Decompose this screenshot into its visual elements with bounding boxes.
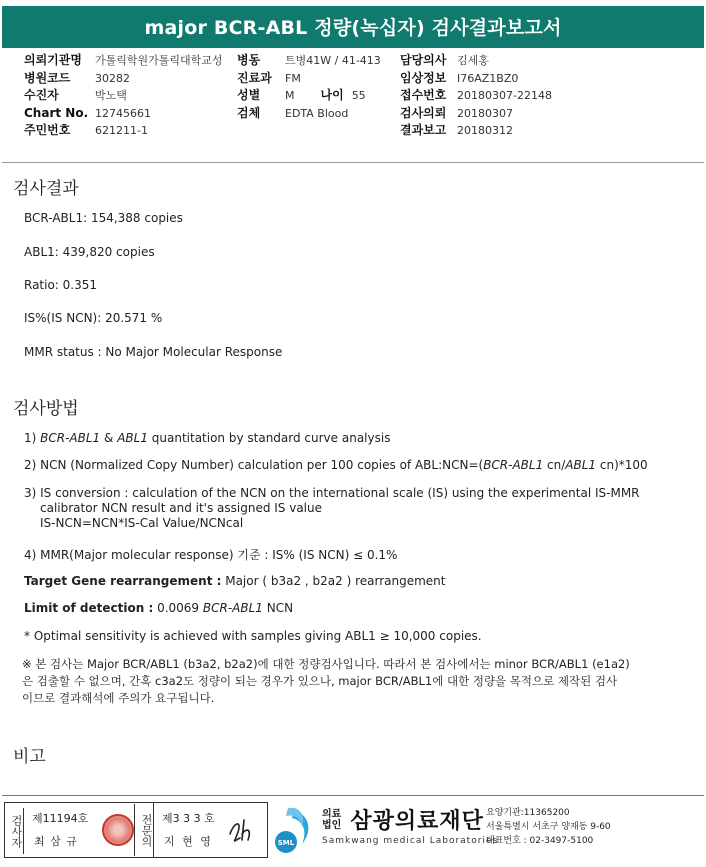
sml-logo-text: SML [277, 839, 295, 847]
ward-label: 병동 [237, 53, 261, 67]
doctor-value: 김세홍 [457, 54, 489, 67]
method-2-text: cn)*100 [596, 458, 648, 472]
request-date-value: 20180307 [457, 106, 513, 120]
report-title: major BCR-ABL 정량(녹십자) 검사결과보고서 [2, 6, 704, 48]
bcr-abl1-copies: BCR-ABL1: 154,388 copies [24, 211, 183, 225]
org-name-en: Samkwang medical Laboratories [322, 836, 499, 846]
doctor-label: 담당의사 [400, 53, 447, 67]
disclaimer-line-3: 이므로 결과해석에 주의가 요구됩니다. [22, 691, 215, 705]
specimen-value: EDTA Blood [285, 106, 349, 120]
hospital-code-label: 병원코드 [24, 70, 71, 85]
patient-info-mid [237, 52, 381, 122]
sex-label: 성별 [237, 88, 261, 102]
report-date-label: 결과보고 [400, 123, 447, 137]
method-1-text: quantitation by standard curve analysis [147, 431, 391, 445]
org-address: 서울특별시 서초구 양재동 9-60 [486, 822, 611, 832]
chart-no-value: 12745661 [95, 106, 151, 120]
org-contact-info [486, 806, 611, 848]
receipt-no-value: 20180307-22148 [457, 89, 552, 102]
method-1-text: 1) [24, 431, 41, 445]
age-value: 55 [351, 89, 366, 102]
method-1 [24, 431, 390, 445]
disclaimer-note [22, 656, 630, 707]
lod-label: Limit of detection : [24, 601, 154, 615]
patient-info-left [24, 52, 223, 140]
resident-no-label: 주민번호 [24, 123, 71, 137]
patient-name-value: 박노택 [95, 89, 127, 102]
header-divider [2, 162, 704, 163]
method-2 [24, 458, 648, 472]
method-3 [24, 486, 640, 531]
method-3-line-3: IS-NCN=NCN*IS-Cal Value/NCNcal [40, 516, 244, 530]
sml-logo-icon [274, 804, 316, 854]
ward-value: 트병41W / 41-413 [285, 54, 381, 67]
receipt-no-label: 접수번호 [400, 88, 447, 102]
signature-icon [226, 812, 262, 846]
limit-of-detection [24, 601, 293, 615]
hospital-code-value: 30282 [95, 71, 130, 85]
org-prefix [322, 809, 341, 831]
gene-abl1: ABL1 [565, 458, 597, 472]
lod-unit: NCN [262, 601, 294, 615]
method-3-line-2: calibrator NCN result and it's assigned IS value [40, 501, 322, 515]
gene-bcr-abl1: BCR-ABL1 [202, 601, 263, 615]
resident-no-value: 621211-1 [95, 124, 148, 137]
inspector-name: 최 삼 규 [34, 835, 78, 848]
org-institution-code: 요양기관:11365200 [486, 808, 570, 818]
ratio-value: Ratio: 0.351 [24, 278, 98, 292]
is-percent-value: IS%(IS NCN): 20.571 % [24, 311, 163, 325]
org-prefix-2: 법인 [322, 819, 342, 831]
abl1-copies: ABL1: 439,820 copies [24, 245, 155, 259]
department-label: 진료과 [237, 70, 272, 85]
target-gene-label: Target Gene rearrangement : [24, 574, 222, 588]
target-gene-value: Major ( b3a2 , b2a2 ) rearrangement [221, 574, 446, 588]
clinical-info-label: 임상정보 [400, 70, 447, 85]
lod-value: 0.0069 [153, 601, 203, 615]
target-gene [24, 574, 446, 588]
referral-institution-label: 의뢰기관명 [24, 53, 82, 67]
inspector-license-no: 제11194호 [32, 812, 89, 825]
inspector-label: 검사자 [4, 808, 24, 854]
age-label: 나이 [320, 88, 344, 102]
referral-institution-value: 가톨릭학원가톨릭대학교성 [95, 54, 223, 67]
sensitivity-note: * Optimal sensitivity is achieved with samples giving ABL1 ≥ 10,000 copies. [24, 629, 482, 643]
gene-bcr-abl1: BCR-ABL1 [483, 458, 544, 472]
method-3-line-1: 3) IS conversion : calculation of the NCN on the international scale (IS) using the experimental IS-MMR [24, 486, 640, 500]
patient-info-right [400, 52, 552, 140]
method-1-text: & [100, 431, 118, 445]
org-prefix-1: 의료 [322, 808, 342, 820]
mmr-status: MMR status : No Major Molecular Response [24, 345, 283, 359]
footer-divider [2, 795, 704, 796]
org-phone: 대표번호 : 02-3497-5100 [486, 836, 594, 846]
remarks-heading: 비고 [13, 747, 46, 767]
chart-no-label: Chart No. [24, 105, 89, 120]
gene-abl1: ABL1 [117, 431, 148, 445]
department-value: FM [285, 71, 301, 85]
results-heading: 검사결과 [13, 179, 79, 199]
methods-heading: 검사방법 [13, 399, 79, 419]
inspector-seal-icon [102, 814, 134, 846]
sex-value: M [285, 89, 295, 102]
footer [4, 800, 702, 860]
report-date-value: 20180312 [457, 124, 513, 137]
specialist-license-no: 제3 3 3 호 [162, 812, 215, 825]
clinical-info-value: I76AZ1BZ0 [457, 71, 519, 85]
specialist-label: 전문의 [134, 804, 154, 856]
org-name-block [322, 804, 484, 835]
method-2-text: 2) NCN (Normalized Copy Number) calculation per 100 copies of ABL:NCN=( [24, 458, 484, 472]
org-name: 삼광의료재단 [350, 809, 484, 834]
gene-bcr-abl1: BCR-ABL1 [40, 431, 101, 445]
method-2-text: cn/ [543, 458, 566, 472]
specialist-name: 지 현 영 [164, 835, 213, 848]
method-4: 4) MMR(Major molecular response) 기준 : IS% (IS NCN) ≤ 0.1% [24, 548, 398, 562]
request-date-label: 검사의뢰 [400, 105, 447, 120]
specimen-label: 검체 [237, 105, 261, 120]
disclaimer-line-1: ※ 본 검사는 Major BCR/ABL1 (b3a2, b2a2)에 대한 정량검사입니다. 따라서 본 검사에서는 minor BCR/ABL1 (e1a2) [22, 657, 630, 671]
disclaimer-line-2: 은 검출할 수 없으며, 간혹 c3a2도 정량이 되는 경우가 있으나, major BCR/ABL1에 대한 정량을 목적으로 제작된 검사 [22, 674, 618, 688]
patient-name-label: 수진자 [24, 88, 59, 102]
